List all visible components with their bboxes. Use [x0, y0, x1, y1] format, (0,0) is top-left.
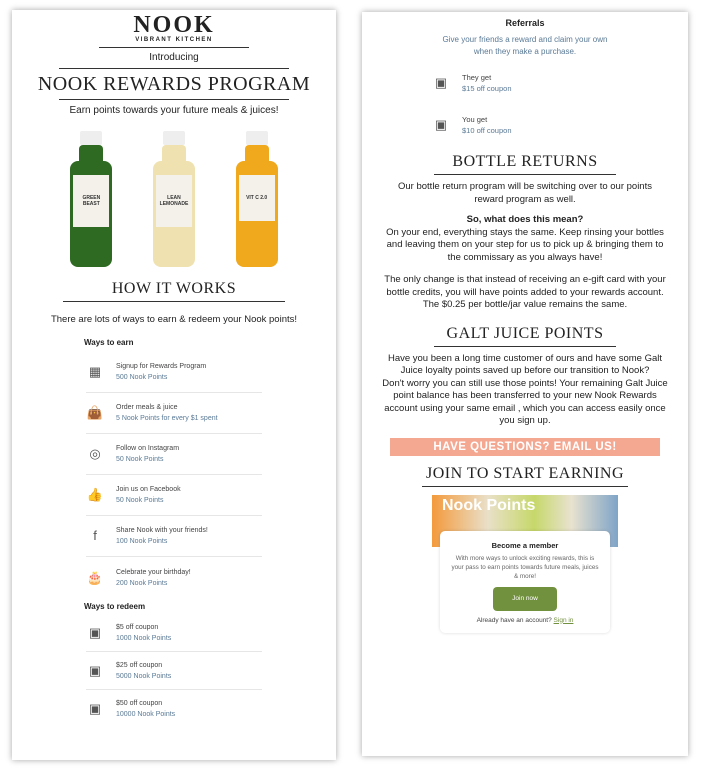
- earn-item: [86, 475, 262, 516]
- earn-title: Share Nook with your friends!: [116, 527, 208, 534]
- galt-juice-answer: Don't worry you can still use those points! Your remaining Galt Juice point balance has been transferred to your new Nook Rewards account using your same email , which you can access easily once you sign up.: [382, 377, 668, 426]
- earn-item: [86, 516, 262, 557]
- referrals-list: [362, 62, 688, 146]
- coupon-icon: ▣: [88, 662, 102, 678]
- earn-points: 50 Nook Points: [116, 456, 164, 463]
- redeem-title: $50 off coupon: [116, 700, 163, 707]
- redeem-title: $5 off coupon: [116, 623, 159, 631]
- ways-to-earn-label: Ways to earn: [84, 338, 134, 347]
- bottle: [153, 131, 195, 267]
- birthday-cake-icon: 🎂: [86, 569, 104, 585]
- sign-in-link[interactable]: Sign in: [553, 616, 574, 624]
- earn-title: Follow on Instagram: [116, 445, 180, 452]
- redeem-list: [12, 614, 336, 728]
- bottles-image: [50, 131, 298, 267]
- redeem-points: 5000 Nook Points: [116, 672, 172, 680]
- banner-title: Nook Points: [442, 496, 536, 514]
- card-text: With more ways to unlock exciting rewards, this is your pass to earn points towards future meals, juices & more!: [451, 554, 599, 580]
- earn-item: [86, 393, 262, 434]
- email-us-button[interactable]: HAVE QUESTIONS? EMAIL US!: [390, 438, 660, 456]
- earn-list: [12, 352, 336, 598]
- referrals-text: Give your friends a reward and claim your own when they make a purchase.: [442, 35, 608, 56]
- bottle-returns-change: The only change is that instead of receiving an e-gift card with your bottle credits, you will have points added to your rewards account. The $0.25 per bottle/jar value remains the same.: [384, 274, 666, 310]
- email-panel-left: [12, 10, 336, 760]
- storefront-icon: ▦: [88, 364, 102, 379]
- member-card: [432, 495, 618, 633]
- earn-item: [86, 434, 262, 475]
- earn-title: Signup for Rewards Program: [116, 363, 207, 370]
- bottle: [70, 131, 112, 267]
- earn-item: [86, 352, 262, 393]
- redeem-points: 1000 Nook Points: [116, 634, 172, 642]
- logo-tagline: VIBRANT KITCHEN: [135, 37, 213, 43]
- referrals-title: Referrals: [505, 18, 545, 28]
- account-question: Already have an account?: [476, 616, 552, 624]
- galt-juice-question: Have you been a long time customer of ours and have some Galt Juice loyalty points saved up before our transition to Nook?: [387, 352, 663, 376]
- earn-points: 100 Nook Points: [116, 538, 168, 545]
- ways-to-redeem-label: Ways to redeem: [84, 602, 146, 611]
- redeem-item: [86, 690, 262, 728]
- earn-points: 50 Nook Points: [116, 497, 164, 504]
- bottle-label: LEAN LEMONADE: [156, 175, 192, 227]
- facebook-share-icon: f: [93, 528, 97, 543]
- coupon-icon: ▣: [88, 701, 102, 716]
- subtitle: Earn points towards your future meals & juices!: [69, 105, 279, 116]
- referral-value: $15 off coupon: [462, 84, 512, 93]
- referral-item: [432, 104, 688, 146]
- referral-value: $10 off coupon: [462, 126, 512, 135]
- bottle-label: VIT C 2.0: [239, 175, 275, 221]
- instagram-icon: ◎: [89, 446, 101, 461]
- bottle: [236, 131, 278, 267]
- earn-points: 5 Nook Points for every $1 spent: [116, 415, 218, 422]
- bottle-returns-question: So, what does this mean?: [466, 214, 584, 225]
- earn-item: [86, 557, 262, 598]
- earn-points: 500 Nook Points: [116, 374, 168, 381]
- galt-juice-title: GALT JUICE POINTS: [446, 324, 604, 342]
- how-it-works-title: HOW IT WORKS: [111, 280, 237, 297]
- redeem-item: [86, 614, 262, 652]
- referral-item: [432, 62, 688, 104]
- join-title: JOIN TO START EARNING: [425, 464, 625, 482]
- page-title: NOOK REWARDS PROGRAM: [37, 73, 311, 95]
- earn-title: Join us on Facebook: [116, 486, 181, 493]
- coupon-icon: ▣: [434, 117, 448, 132]
- card-title: Become a member: [491, 540, 559, 550]
- referral-title: They get: [462, 73, 492, 82]
- shopping-bag-icon: 👜: [86, 405, 104, 420]
- thumbs-up-icon: 👍: [86, 487, 104, 502]
- coupon-icon: ▣: [434, 75, 448, 90]
- earn-points: 200 Nook Points: [116, 579, 168, 587]
- earn-title: Celebrate your birthday!: [116, 568, 191, 576]
- nook-logo: NOOK: [133, 12, 215, 38]
- bottle-label: GREEN BEAST: [73, 175, 109, 227]
- earn-title: Order meals & juice: [116, 404, 178, 411]
- redeem-points: 10000 Nook Points: [116, 711, 176, 718]
- redeem-title: $25 off coupon: [116, 661, 163, 669]
- referral-title: You get: [462, 115, 488, 124]
- bottle-returns-intro: Our bottle return program will be switching over to our points reward program as well.: [398, 181, 652, 205]
- coupon-icon: ▣: [88, 624, 102, 640]
- redeem-item: [86, 652, 262, 690]
- email-panel-right: [362, 12, 688, 756]
- bottle-returns-answer: On your end, everything stays the same. Keep rinsing your bottles and leaving them on your step for us to pick up & bringing them to the commissary as you always have!: [386, 226, 664, 263]
- how-it-works-text: There are lots of ways to earn & redeem your Nook points!: [50, 314, 298, 325]
- join-now-button[interactable]: Join now: [493, 587, 557, 611]
- intro-text: Introducing: [149, 52, 199, 63]
- bottle-returns-title: BOTTLE RETURNS: [452, 153, 598, 170]
